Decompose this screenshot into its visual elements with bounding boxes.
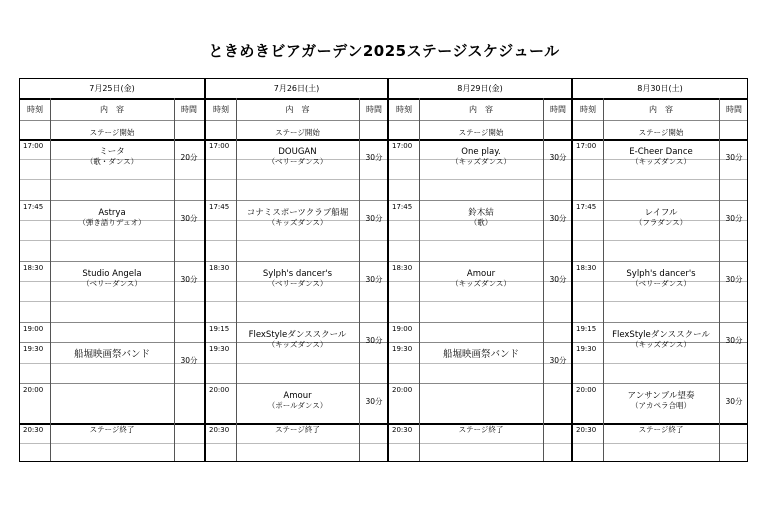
- header-duration: 時間: [181, 105, 197, 114]
- performer: [236, 330, 359, 350]
- slot-time: 17:45: [576, 203, 597, 211]
- performer: [603, 391, 719, 411]
- slot-duration: 30分: [725, 153, 743, 162]
- slot-time: 20:00: [209, 386, 230, 394]
- performer-genre: （ベリーダンス）: [631, 279, 691, 288]
- performer-name: One play.: [461, 147, 501, 157]
- performer: [603, 147, 719, 167]
- end-time: 20:30: [392, 426, 413, 434]
- slot-time: 20:00: [392, 386, 413, 394]
- row-divider: [20, 261, 204, 262]
- slot-time: 18:30: [209, 264, 230, 272]
- row-divider: [20, 322, 204, 323]
- slot-time: 19:00: [23, 325, 44, 333]
- row-divider: [573, 200, 747, 201]
- slot-duration: 30分: [725, 336, 743, 345]
- stage-end-label: ステージ終了: [638, 425, 684, 434]
- performer: [603, 208, 719, 228]
- performer-name: E-Cheer Dance: [629, 147, 693, 157]
- row-divider: [20, 301, 204, 302]
- performer-name: 船堀映画祭バンド: [442, 349, 519, 360]
- slot-time: 18:30: [576, 264, 597, 272]
- slot-time: 19:30: [209, 345, 230, 353]
- slot-time: 19:15: [576, 325, 597, 333]
- day-date: 7月25日(金): [89, 84, 135, 93]
- row-divider: [20, 139, 204, 141]
- stage-end-label: ステージ終了: [275, 425, 320, 434]
- slot-time: 18:30: [23, 264, 44, 272]
- row-divider: [573, 261, 747, 262]
- performer: [236, 269, 359, 289]
- stage-start-label: ステージ開始: [458, 128, 504, 137]
- slot-duration: 30分: [549, 356, 567, 365]
- stage-start-label: ステージ開始: [638, 128, 684, 137]
- header-content: 内 容: [649, 105, 673, 114]
- slot-time: 20:00: [23, 386, 44, 394]
- row-divider: [20, 200, 204, 201]
- header-time: 時刻: [580, 105, 596, 114]
- row-divider: [20, 443, 204, 444]
- row-divider: [573, 322, 747, 323]
- row-divider: [573, 139, 747, 141]
- row-divider: [573, 443, 747, 444]
- slot-time: 19:00: [392, 325, 413, 333]
- performer: [419, 208, 543, 228]
- row-divider: [573, 301, 747, 302]
- performer-genre: （キッズダンス）: [631, 157, 691, 166]
- row-divider: [573, 383, 747, 384]
- stage-end-label: ステージ終了: [89, 425, 135, 434]
- slot-duration: 30分: [549, 153, 567, 162]
- slot-duration: 30分: [365, 214, 383, 223]
- slot-duration: 30分: [725, 275, 743, 284]
- performer-name: FlexStyleダンススクール: [612, 330, 710, 340]
- slot-time: 17:00: [209, 142, 230, 150]
- day-column: [571, 79, 747, 461]
- day-column: [387, 79, 571, 461]
- performer-name: アンサンブル望奏: [627, 391, 695, 401]
- end-time: 20:30: [209, 426, 230, 434]
- performer-genre: （ベリーダンス）: [267, 157, 328, 166]
- performer-genre: （ポールダンス）: [267, 401, 328, 410]
- row-divider: [20, 383, 204, 384]
- slot-duration: 30分: [180, 356, 198, 365]
- performer: [236, 391, 359, 411]
- row-divider: [20, 240, 204, 241]
- end-time: 20:30: [23, 426, 44, 434]
- performer-name: 鈴木結: [468, 208, 494, 218]
- performer-genre: （キッズダンス）: [451, 279, 511, 288]
- slot-duration: 30分: [180, 275, 198, 284]
- stage-end-label: ステージ終了: [458, 425, 504, 434]
- performer-genre: （キッズダンス）: [631, 340, 691, 349]
- performer-genre: （キッズダンス）: [267, 340, 328, 349]
- row-divider: [20, 120, 204, 121]
- day-date: 7月26日(土): [273, 84, 320, 93]
- performer-name: コナミスポーツクラブ船堀: [246, 208, 349, 218]
- performer: [603, 330, 719, 350]
- slot-time: 17:45: [209, 203, 230, 211]
- performer: [50, 269, 174, 289]
- slot-duration: 30分: [180, 214, 198, 223]
- header-content: 内 容: [469, 105, 493, 114]
- slot-time: 17:45: [23, 203, 44, 211]
- stage-start-label: ステージ開始: [275, 128, 320, 137]
- performer-genre: （歌）: [469, 218, 493, 227]
- slot-duration: 30分: [365, 153, 383, 162]
- header-divider: [573, 98, 747, 100]
- slot-duration: 30分: [725, 397, 743, 406]
- row-divider: [573, 363, 747, 364]
- header-duration: 時間: [366, 105, 382, 114]
- performer: [50, 147, 174, 167]
- slot-duration: 30分: [725, 214, 743, 223]
- performer-name: Sylph's dancer's: [262, 269, 333, 279]
- row-divider: [573, 179, 747, 180]
- header-time: 時刻: [396, 105, 412, 114]
- slot-duration: 20分: [180, 153, 198, 162]
- day-column: [204, 79, 387, 461]
- performer: [419, 269, 543, 289]
- slot-time: 18:30: [392, 264, 413, 272]
- row-divider: [573, 120, 747, 121]
- performer-name: 船堀映画祭バンド: [73, 349, 150, 360]
- slot-time: 17:00: [392, 142, 413, 150]
- performer-genre: （弾き語りデュオ）: [78, 218, 146, 227]
- performer: [603, 269, 719, 289]
- performer-name: Sylph's dancer's: [626, 269, 696, 279]
- performer-name: Astrya: [98, 208, 126, 218]
- page-title: ときめきビアガーデン2025ステージスケジュール: [208, 42, 560, 60]
- performer-name: Amour: [466, 269, 496, 279]
- end-time: 20:30: [576, 426, 597, 434]
- slot-time: 17:00: [23, 142, 44, 150]
- slot-duration: 30分: [365, 336, 383, 345]
- performer-name: Studio Angela: [82, 269, 142, 279]
- day-date: 8月29日(金): [457, 84, 503, 93]
- stage-start-label: ステージ開始: [89, 128, 135, 137]
- performer: [50, 208, 174, 228]
- performer: [419, 350, 543, 360]
- schedule-table: [19, 78, 748, 462]
- performer-genre: （キッズダンス）: [267, 218, 328, 227]
- performer-genre: （ベリーダンス）: [82, 279, 142, 288]
- performer-genre: （ベリーダンス）: [267, 279, 328, 288]
- header-duration: 時間: [726, 105, 742, 114]
- row-divider: [20, 179, 204, 180]
- day-date: 8月30日(土): [637, 84, 683, 93]
- performer: [419, 147, 543, 167]
- performer-genre: （アカペラ合唱）: [631, 401, 691, 410]
- day-column: [20, 79, 204, 461]
- slot-time: 17:00: [576, 142, 597, 150]
- performer-name: Amour: [283, 391, 312, 401]
- performer-name: レイフル: [644, 208, 678, 218]
- performer-name: DOUGAN: [278, 147, 317, 157]
- slot-duration: 30分: [365, 275, 383, 284]
- performer: [50, 350, 174, 360]
- row-divider: [20, 342, 204, 343]
- slot-time: 19:30: [576, 345, 597, 353]
- performer-genre: （キッズダンス）: [451, 157, 511, 166]
- performer-genre: （歌・ダンス）: [85, 157, 139, 166]
- slot-duration: 30分: [365, 397, 383, 406]
- slot-time: 19:30: [392, 345, 413, 353]
- header-content: 内 容: [100, 105, 124, 114]
- header-duration: 時間: [550, 105, 566, 114]
- header-divider: [20, 98, 204, 100]
- row-divider: [573, 240, 747, 241]
- performer-name: FlexStyleダンススクール: [248, 330, 347, 340]
- performer-genre: （フラダンス）: [634, 218, 688, 227]
- slot-duration: 30分: [549, 214, 567, 223]
- slot-duration: 30分: [549, 275, 567, 284]
- slot-time: 19:15: [209, 325, 230, 333]
- slot-time: 17:45: [392, 203, 413, 211]
- performer-name: ミータ: [99, 147, 125, 157]
- header-time: 時刻: [213, 105, 229, 114]
- slot-time: 20:00: [576, 386, 597, 394]
- performer: [236, 147, 359, 167]
- slot-time: 19:30: [23, 345, 44, 353]
- performer: [236, 208, 359, 228]
- header-content: 内 容: [285, 105, 310, 114]
- header-time: 時刻: [27, 105, 43, 114]
